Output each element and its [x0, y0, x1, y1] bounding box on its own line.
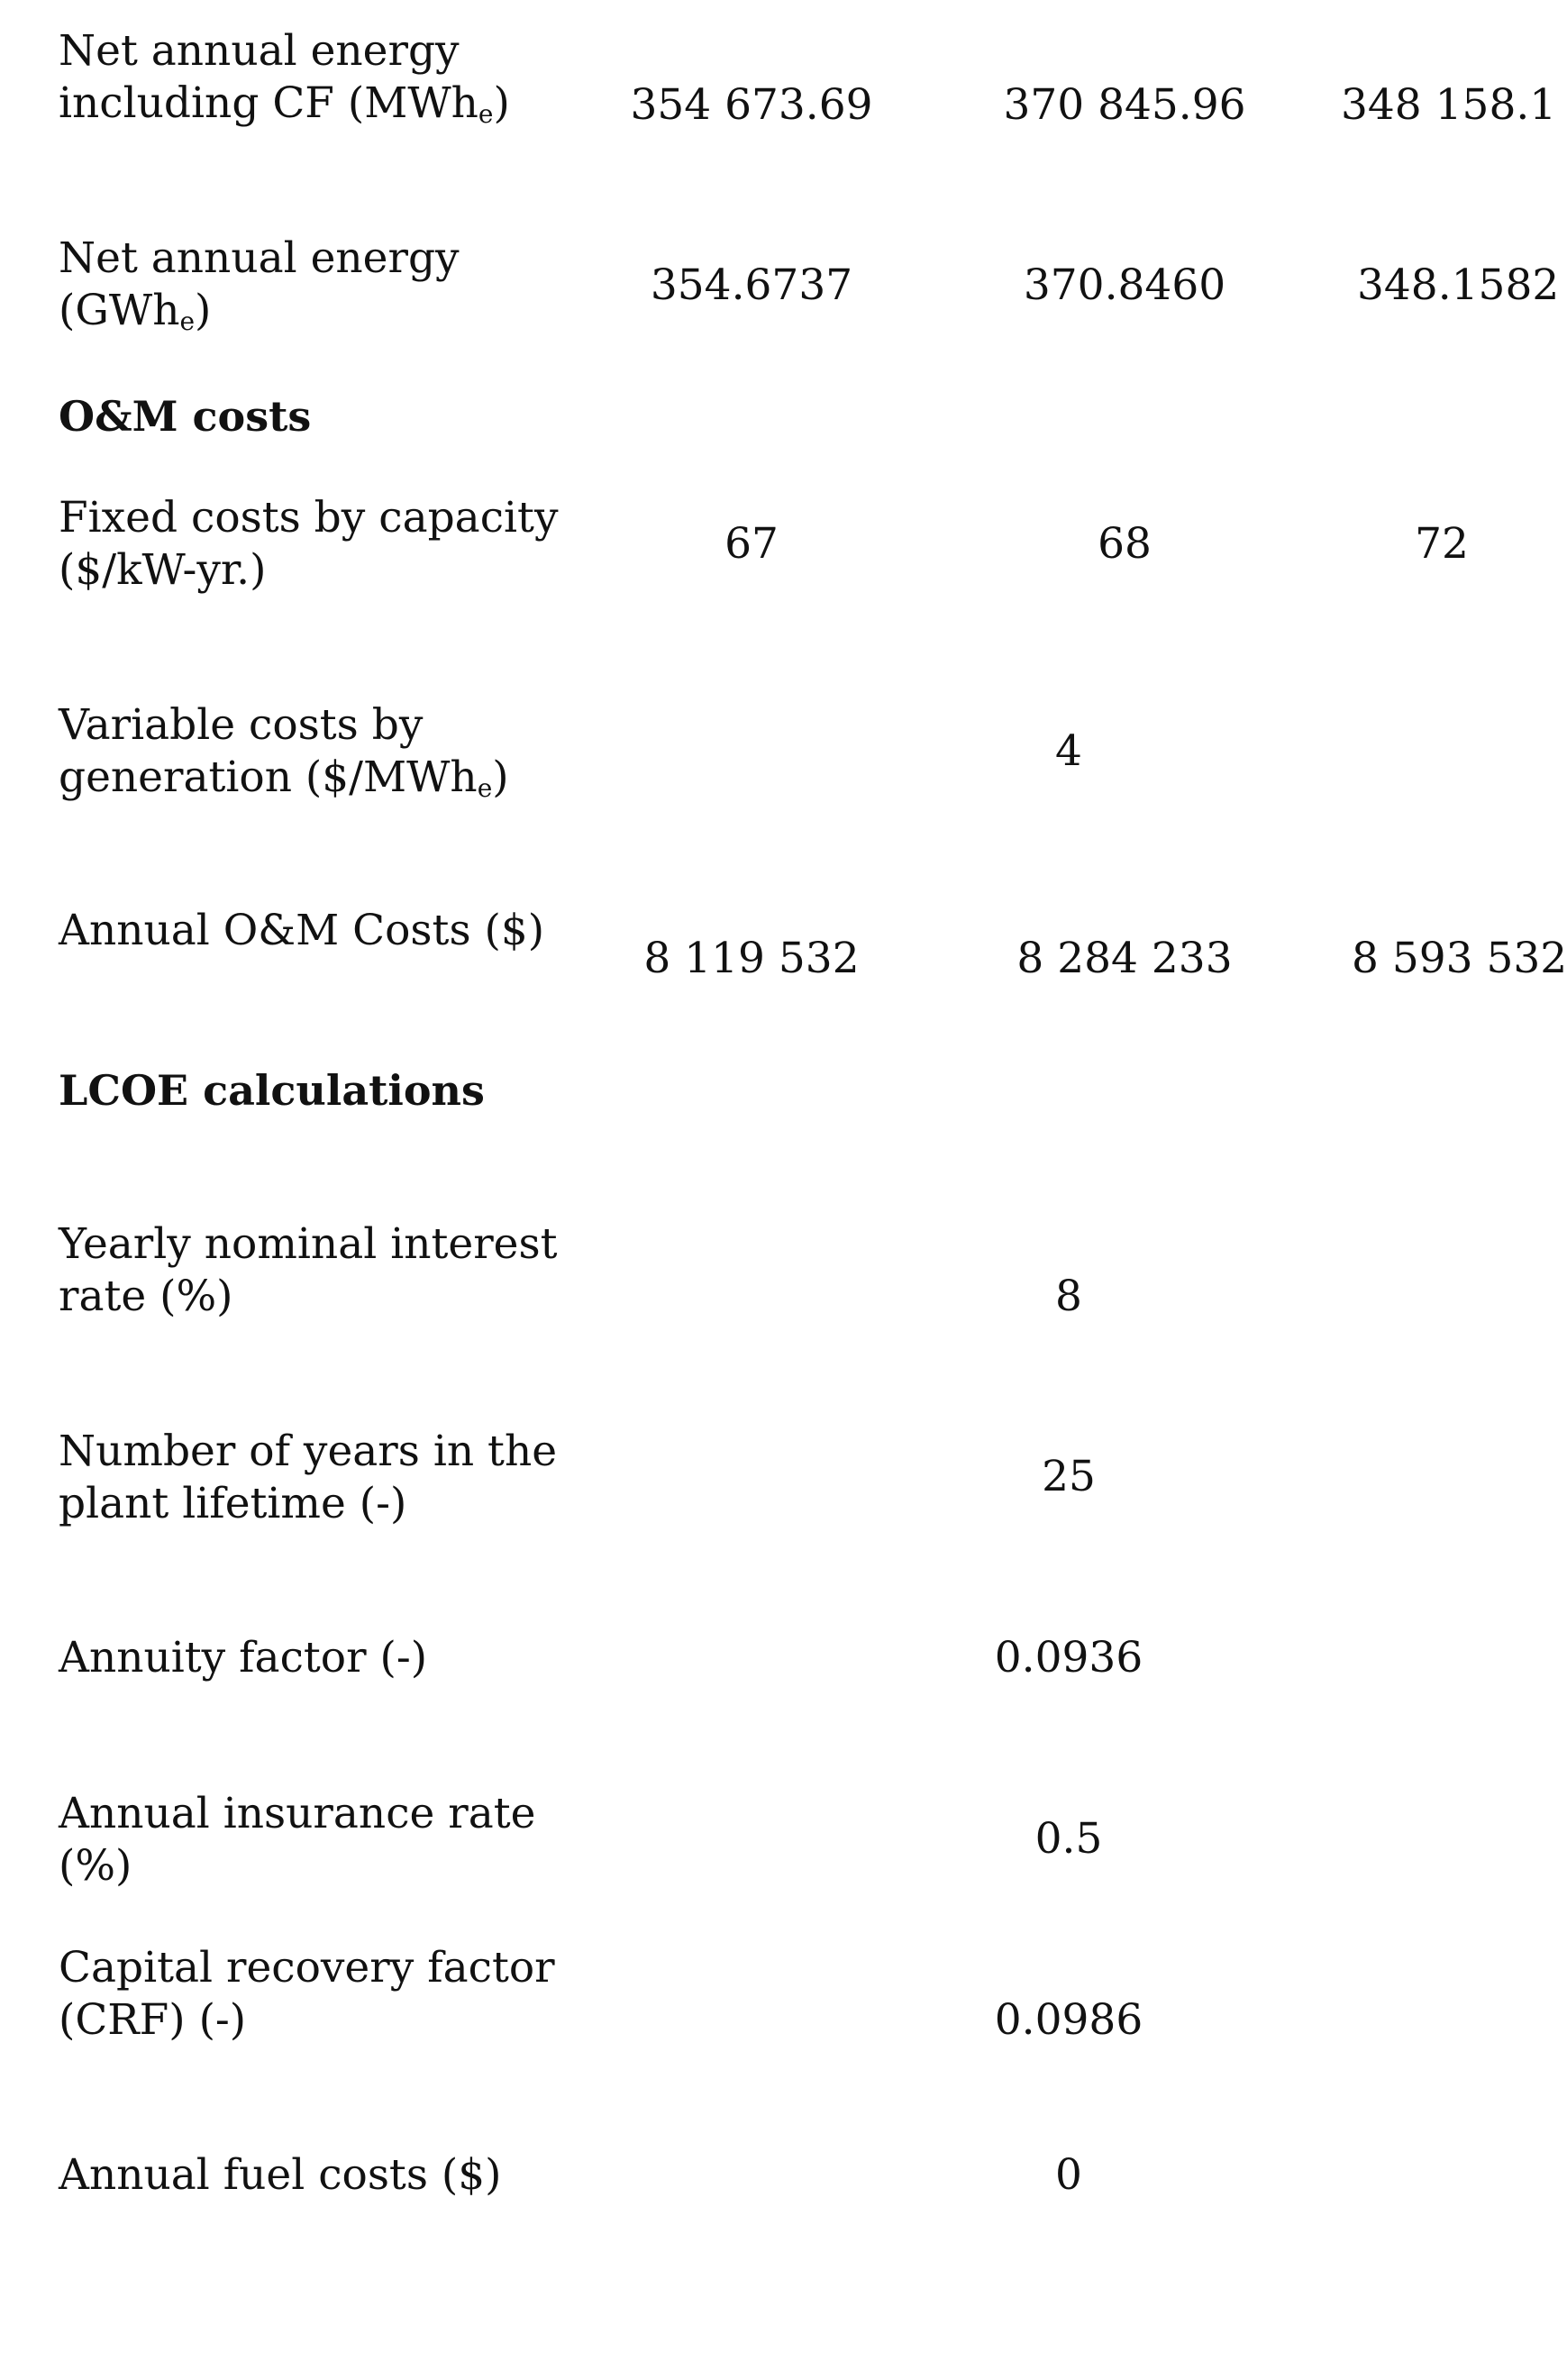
label-text: including CF (MWh: [59, 78, 478, 128]
label-text: ): [492, 752, 509, 802]
value-crf: 0.0986: [994, 1995, 1143, 2045]
label-line: [59, 752, 527, 804]
value-lifetime: 25: [1042, 1452, 1096, 1501]
value-insurance: 0.5: [1034, 1814, 1103, 1864]
value-annual-om-3: 8 593 532: [1352, 934, 1567, 983]
label-subscript: e: [179, 306, 196, 336]
row-label-annuity: Annuity factor (-): [59, 1633, 428, 1682]
row-label-crf: [59, 1942, 555, 2047]
label-text: (GWh: [59, 286, 180, 335]
row-label-insurance: [59, 1788, 536, 1892]
row-label-variable-costs: [59, 699, 527, 804]
value-variable-costs: 4: [1055, 726, 1082, 776]
label-line: Annual insurance rate: [59, 1789, 536, 1838]
value-fixed-costs-1: 67: [724, 519, 779, 569]
label-line: Net annual energy: [59, 26, 460, 76]
label-line: (CRF) (-): [59, 1995, 247, 2045]
row-label-fuel: Annual fuel costs ($): [59, 2150, 502, 2200]
value-interest-rate: 8: [1055, 1272, 1082, 1321]
row-label-interest-rate: [59, 1218, 558, 1323]
label-line: ($/kW-yr.): [59, 545, 267, 595]
row-label-net-energy-mwh: [59, 25, 527, 130]
value-fixed-costs-3: 72: [1415, 519, 1469, 569]
section-heading-lcoe: LCOE calculations: [59, 1066, 485, 1115]
value-net-energy-mwh-2: 370 845.96: [1003, 80, 1246, 130]
value-net-energy-mwh-1: 354 673.69: [630, 80, 873, 130]
label-line: [59, 285, 527, 337]
section-heading-om-costs: O&M costs: [59, 392, 312, 441]
label-text: generation ($/MWh: [59, 752, 478, 802]
value-net-energy-gwh-2: 370.8460: [1023, 260, 1226, 310]
value-net-energy-gwh-3: 348.1582: [1357, 260, 1560, 310]
label-line: (%): [59, 1841, 132, 1891]
value-annuity: 0.0936: [994, 1633, 1143, 1682]
value-fuel: 0: [1055, 2150, 1082, 2200]
row-label-net-energy-gwh: [59, 233, 527, 337]
label-subscript: e: [478, 99, 494, 129]
label-text: ): [493, 78, 510, 128]
row-label-lifetime: [59, 1426, 558, 1530]
label-line: Net annual energy: [59, 233, 460, 283]
value-net-energy-gwh-1: 354.6737: [650, 260, 853, 310]
value-annual-om-2: 8 284 233: [1016, 934, 1233, 983]
label-line: rate (%): [59, 1272, 233, 1321]
label-line: Capital recovery factor: [59, 1943, 555, 1992]
row-label-fixed-costs: [59, 492, 559, 597]
label-line: Variable costs by: [59, 700, 424, 750]
value-fixed-costs-2: 68: [1098, 519, 1152, 569]
value-net-energy-mwh-3: 348 158.1: [1341, 80, 1557, 130]
label-line: Yearly nominal interest: [59, 1219, 558, 1269]
label-line: [59, 78, 527, 130]
label-text: ): [195, 286, 212, 335]
label-line: plant lifetime (-): [59, 1479, 407, 1528]
row-label-annual-om: Annual O&M Costs ($): [59, 906, 545, 955]
label-line: Number of years in the: [59, 1427, 558, 1476]
label-subscript: e: [477, 773, 493, 803]
label-line: Fixed costs by capacity: [59, 493, 559, 543]
value-annual-om-1: 8 119 532: [643, 934, 860, 983]
